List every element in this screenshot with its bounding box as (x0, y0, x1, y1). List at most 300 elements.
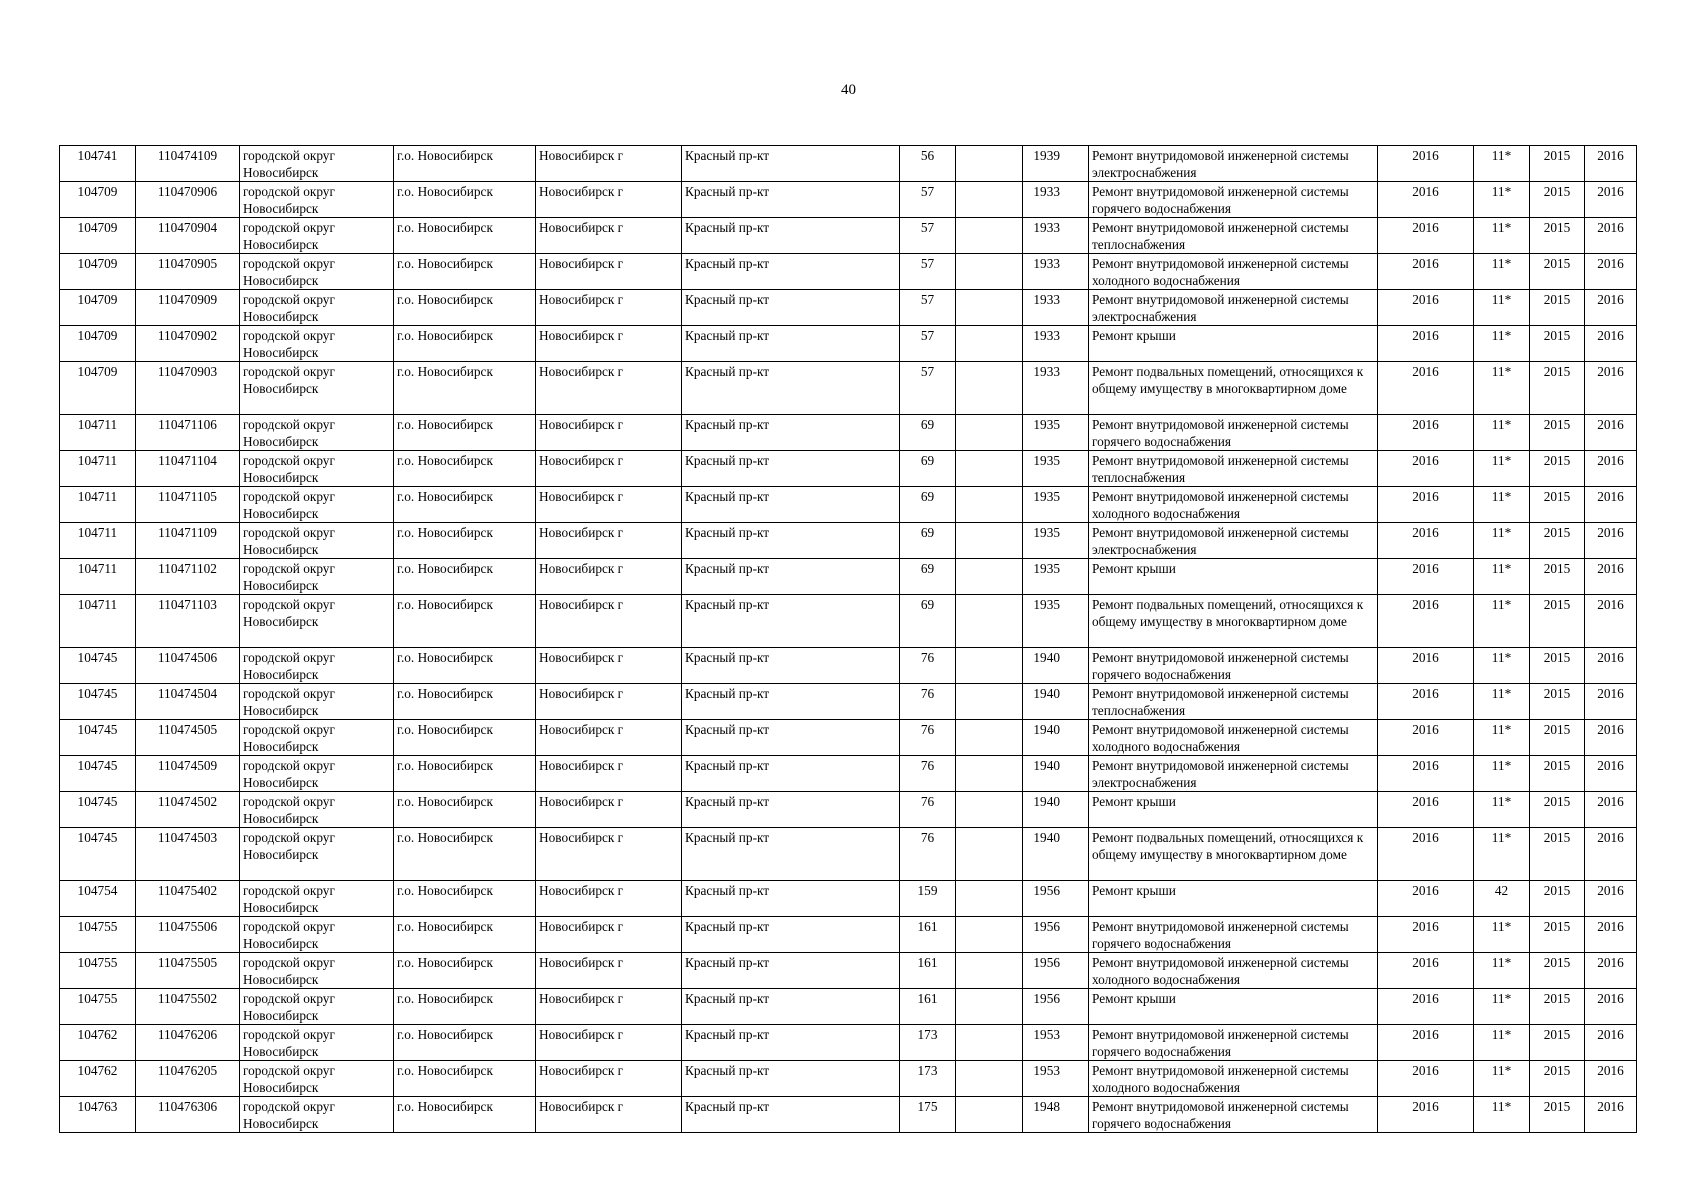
table-row (60, 451, 1637, 487)
cell-house-id: 104745 (60, 828, 136, 881)
cell-house-number: 57 (900, 326, 956, 362)
cell-municipality: городской округ Новосибирск (240, 828, 394, 881)
table-row (60, 953, 1637, 989)
cell-work-id: 110471104 (136, 451, 240, 487)
cell-item-code: 42 (1474, 881, 1530, 917)
cell-plan-year: 2016 (1378, 146, 1474, 182)
cell-plan-year: 2016 (1378, 182, 1474, 218)
cell-work-id: 110475506 (136, 917, 240, 953)
table-row (60, 326, 1637, 362)
cell-plan-year: 2016 (1378, 989, 1474, 1025)
cell-start-year: 2015 (1530, 146, 1585, 182)
cell-house-id: 104709 (60, 254, 136, 290)
cell-locality: Новосибирск г (536, 881, 682, 917)
cell-work-id: 110474509 (136, 756, 240, 792)
cell-end-year: 2016 (1585, 362, 1637, 415)
cell-plan-year: 2016 (1378, 881, 1474, 917)
table-row (60, 487, 1637, 523)
cell-building (956, 451, 1023, 487)
cell-house-number: 69 (900, 415, 956, 451)
cell-settlement: г.о. Новосибирск (394, 792, 536, 828)
cell-start-year: 2015 (1530, 559, 1585, 595)
cell-start-year: 2015 (1530, 182, 1585, 218)
cell-municipality: городской округ Новосибирск (240, 1097, 394, 1133)
cell-settlement: г.о. Новосибирск (394, 917, 536, 953)
cell-plan-year: 2016 (1378, 648, 1474, 684)
table-row (60, 828, 1637, 881)
cell-street: Красный пр-кт (682, 218, 900, 254)
cell-end-year: 2016 (1585, 559, 1637, 595)
cell-year-built: 1956 (1023, 881, 1089, 917)
cell-building (956, 1097, 1023, 1133)
cell-municipality: городской округ Новосибирск (240, 881, 394, 917)
cell-house-number: 161 (900, 953, 956, 989)
cell-municipality: городской округ Новосибирск (240, 595, 394, 648)
cell-locality: Новосибирск г (536, 595, 682, 648)
cell-street: Красный пр-кт (682, 254, 900, 290)
cell-street: Красный пр-кт (682, 953, 900, 989)
cell-street: Красный пр-кт (682, 828, 900, 881)
cell-plan-year: 2016 (1378, 362, 1474, 415)
cell-street: Красный пр-кт (682, 684, 900, 720)
cell-work-type: Ремонт внутридомовой инженерной системы горячего водоснабжения (1089, 1097, 1378, 1133)
cell-end-year: 2016 (1585, 792, 1637, 828)
cell-start-year: 2015 (1530, 487, 1585, 523)
cell-year-built: 1940 (1023, 828, 1089, 881)
cell-building (956, 684, 1023, 720)
cell-house-number: 69 (900, 451, 956, 487)
cell-municipality: городской округ Новосибирск (240, 254, 394, 290)
cell-house-number: 69 (900, 595, 956, 648)
cell-locality: Новосибирск г (536, 146, 682, 182)
cell-item-code: 11* (1474, 182, 1530, 218)
cell-municipality: городской округ Новосибирск (240, 684, 394, 720)
cell-work-type: Ремонт внутридомовой инженерной системы горячего водоснабжения (1089, 917, 1378, 953)
cell-year-built: 1940 (1023, 648, 1089, 684)
cell-municipality: городской округ Новосибирск (240, 487, 394, 523)
cell-year-built: 1953 (1023, 1025, 1089, 1061)
cell-settlement: г.о. Новосибирск (394, 684, 536, 720)
cell-work-id: 110470904 (136, 218, 240, 254)
cell-year-built: 1948 (1023, 1097, 1089, 1133)
cell-locality: Новосибирск г (536, 684, 682, 720)
cell-house-id: 104745 (60, 684, 136, 720)
cell-plan-year: 2016 (1378, 254, 1474, 290)
cell-house-number: 159 (900, 881, 956, 917)
cell-start-year: 2015 (1530, 953, 1585, 989)
cell-municipality: городской округ Новосибирск (240, 648, 394, 684)
cell-item-code: 11* (1474, 451, 1530, 487)
cell-work-id: 110475402 (136, 881, 240, 917)
table-row (60, 146, 1637, 182)
cell-work-type: Ремонт внутридомовой инженерной системы теплоснабжения (1089, 451, 1378, 487)
cell-house-id: 104709 (60, 290, 136, 326)
cell-street: Красный пр-кт (682, 146, 900, 182)
cell-work-type: Ремонт внутридомовой инженерной системы теплоснабжения (1089, 218, 1378, 254)
cell-year-built: 1956 (1023, 917, 1089, 953)
cell-house-number: 57 (900, 182, 956, 218)
cell-building (956, 1061, 1023, 1097)
cell-end-year: 2016 (1585, 218, 1637, 254)
table-row (60, 989, 1637, 1025)
cell-plan-year: 2016 (1378, 326, 1474, 362)
cell-work-type: Ремонт внутридомовой инженерной системы горячего водоснабжения (1089, 648, 1378, 684)
cell-house-number: 76 (900, 684, 956, 720)
cell-year-built: 1933 (1023, 218, 1089, 254)
cell-end-year: 2016 (1585, 1061, 1637, 1097)
cell-plan-year: 2016 (1378, 917, 1474, 953)
cell-house-id: 104711 (60, 487, 136, 523)
cell-settlement: г.о. Новосибирск (394, 595, 536, 648)
cell-item-code: 11* (1474, 648, 1530, 684)
cell-settlement: г.о. Новосибирск (394, 828, 536, 881)
cell-work-type: Ремонт внутридомовой инженерной системы электроснабжения (1089, 523, 1378, 559)
cell-plan-year: 2016 (1378, 451, 1474, 487)
cell-locality: Новосибирск г (536, 326, 682, 362)
cell-item-code: 11* (1474, 989, 1530, 1025)
cell-end-year: 2016 (1585, 1025, 1637, 1061)
cell-item-code: 11* (1474, 487, 1530, 523)
cell-settlement: г.о. Новосибирск (394, 881, 536, 917)
table-row (60, 720, 1637, 756)
cell-item-code: 11* (1474, 290, 1530, 326)
cell-work-type: Ремонт крыши (1089, 989, 1378, 1025)
cell-house-id: 104711 (60, 523, 136, 559)
cell-work-type: Ремонт крыши (1089, 881, 1378, 917)
cell-item-code: 11* (1474, 362, 1530, 415)
cell-house-number: 76 (900, 828, 956, 881)
cell-work-id: 110474505 (136, 720, 240, 756)
cell-house-number: 57 (900, 290, 956, 326)
cell-start-year: 2015 (1530, 792, 1585, 828)
cell-work-type: Ремонт внутридомовой инженерной системы горячего водоснабжения (1089, 415, 1378, 451)
cell-year-built: 1933 (1023, 326, 1089, 362)
cell-street: Красный пр-кт (682, 523, 900, 559)
cell-settlement: г.о. Новосибирск (394, 290, 536, 326)
cell-municipality: городской округ Новосибирск (240, 1025, 394, 1061)
cell-year-built: 1940 (1023, 720, 1089, 756)
cell-work-type: Ремонт крыши (1089, 792, 1378, 828)
cell-building (956, 523, 1023, 559)
cell-house-id: 104711 (60, 559, 136, 595)
cell-locality: Новосибирск г (536, 953, 682, 989)
cell-plan-year: 2016 (1378, 756, 1474, 792)
cell-year-built: 1935 (1023, 415, 1089, 451)
cell-building (956, 720, 1023, 756)
cell-item-code: 11* (1474, 917, 1530, 953)
cell-locality: Новосибирск г (536, 720, 682, 756)
cell-locality: Новосибирск г (536, 523, 682, 559)
cell-plan-year: 2016 (1378, 1061, 1474, 1097)
cell-work-id: 110476306 (136, 1097, 240, 1133)
cell-house-id: 104754 (60, 881, 136, 917)
cell-municipality: городской округ Новосибирск (240, 362, 394, 415)
cell-year-built: 1935 (1023, 451, 1089, 487)
cell-house-id: 104711 (60, 415, 136, 451)
table-row (60, 559, 1637, 595)
cell-settlement: г.о. Новосибирск (394, 487, 536, 523)
cell-start-year: 2015 (1530, 684, 1585, 720)
cell-house-number: 69 (900, 523, 956, 559)
cell-end-year: 2016 (1585, 989, 1637, 1025)
cell-work-id: 110474504 (136, 684, 240, 720)
cell-house-id: 104711 (60, 451, 136, 487)
cell-house-id: 104709 (60, 326, 136, 362)
cell-plan-year: 2016 (1378, 595, 1474, 648)
cell-item-code: 11* (1474, 218, 1530, 254)
cell-work-type: Ремонт внутридомовой инженерной системы электроснабжения (1089, 756, 1378, 792)
cell-building (956, 648, 1023, 684)
cell-work-type: Ремонт внутридомовой инженерной системы холодного водоснабжения (1089, 254, 1378, 290)
cell-house-id: 104709 (60, 362, 136, 415)
cell-locality: Новосибирск г (536, 756, 682, 792)
cell-work-type: Ремонт внутридомовой инженерной системы холодного водоснабжения (1089, 487, 1378, 523)
cell-building (956, 881, 1023, 917)
cell-year-built: 1939 (1023, 146, 1089, 182)
cell-end-year: 2016 (1585, 146, 1637, 182)
cell-building (956, 917, 1023, 953)
cell-building (956, 254, 1023, 290)
cell-end-year: 2016 (1585, 828, 1637, 881)
cell-street: Красный пр-кт (682, 1097, 900, 1133)
cell-street: Красный пр-кт (682, 559, 900, 595)
cell-house-id: 104745 (60, 720, 136, 756)
cell-locality: Новосибирск г (536, 989, 682, 1025)
cell-street: Красный пр-кт (682, 648, 900, 684)
cell-work-type: Ремонт внутридомовой инженерной системы теплоснабжения (1089, 684, 1378, 720)
cell-start-year: 2015 (1530, 756, 1585, 792)
cell-plan-year: 2016 (1378, 953, 1474, 989)
cell-plan-year: 2016 (1378, 218, 1474, 254)
cell-street: Красный пр-кт (682, 756, 900, 792)
cell-settlement: г.о. Новосибирск (394, 648, 536, 684)
cell-locality: Новосибирск г (536, 1025, 682, 1061)
cell-year-built: 1956 (1023, 953, 1089, 989)
cell-plan-year: 2016 (1378, 559, 1474, 595)
cell-municipality: городской округ Новосибирск (240, 756, 394, 792)
cell-municipality: городской округ Новосибирск (240, 451, 394, 487)
cell-settlement: г.о. Новосибирск (394, 451, 536, 487)
cell-work-id: 110471102 (136, 559, 240, 595)
table-row (60, 290, 1637, 326)
cell-locality: Новосибирск г (536, 917, 682, 953)
table-row (60, 218, 1637, 254)
cell-item-code: 11* (1474, 720, 1530, 756)
cell-end-year: 2016 (1585, 648, 1637, 684)
cell-year-built: 1953 (1023, 1061, 1089, 1097)
cell-work-type: Ремонт внутридомовой инженерной системы холодного водоснабжения (1089, 953, 1378, 989)
cell-house-number: 69 (900, 559, 956, 595)
cell-work-id: 110476206 (136, 1025, 240, 1061)
cell-end-year: 2016 (1585, 451, 1637, 487)
table-row (60, 648, 1637, 684)
cell-building (956, 290, 1023, 326)
cell-building (956, 756, 1023, 792)
cell-start-year: 2015 (1530, 881, 1585, 917)
table-row (60, 792, 1637, 828)
cell-municipality: городской округ Новосибирск (240, 326, 394, 362)
cell-street: Красный пр-кт (682, 415, 900, 451)
cell-settlement: г.о. Новосибирск (394, 1025, 536, 1061)
cell-work-id: 110471106 (136, 415, 240, 451)
cell-work-type: Ремонт подвальных помещений, относящихся к общему имуществу в многоквартирном доме (1089, 362, 1378, 415)
cell-item-code: 11* (1474, 1025, 1530, 1061)
cell-locality: Новосибирск г (536, 487, 682, 523)
cell-building (956, 595, 1023, 648)
cell-street: Красный пр-кт (682, 989, 900, 1025)
cell-year-built: 1940 (1023, 684, 1089, 720)
cell-work-id: 110474506 (136, 648, 240, 684)
cell-start-year: 2015 (1530, 720, 1585, 756)
cell-building (956, 1025, 1023, 1061)
table-row (60, 756, 1637, 792)
table-row (60, 415, 1637, 451)
cell-item-code: 11* (1474, 1097, 1530, 1133)
cell-work-type: Ремонт внутридомовой инженерной системы холодного водоснабжения (1089, 1061, 1378, 1097)
cell-plan-year: 2016 (1378, 290, 1474, 326)
cell-settlement: г.о. Новосибирск (394, 326, 536, 362)
cell-item-code: 11* (1474, 953, 1530, 989)
cell-municipality: городской округ Новосибирск (240, 953, 394, 989)
cell-house-id: 104763 (60, 1097, 136, 1133)
cell-settlement: г.о. Новосибирск (394, 1061, 536, 1097)
cell-house-number: 173 (900, 1061, 956, 1097)
cell-item-code: 11* (1474, 756, 1530, 792)
cell-street: Красный пр-кт (682, 326, 900, 362)
cell-item-code: 11* (1474, 792, 1530, 828)
cell-work-id: 110471105 (136, 487, 240, 523)
cell-end-year: 2016 (1585, 415, 1637, 451)
table-row (60, 182, 1637, 218)
cell-item-code: 11* (1474, 559, 1530, 595)
cell-settlement: г.о. Новосибирск (394, 756, 536, 792)
cell-start-year: 2015 (1530, 290, 1585, 326)
cell-end-year: 2016 (1585, 953, 1637, 989)
cell-house-number: 76 (900, 792, 956, 828)
cell-street: Красный пр-кт (682, 1025, 900, 1061)
cell-street: Красный пр-кт (682, 792, 900, 828)
cell-street: Красный пр-кт (682, 720, 900, 756)
cell-street: Красный пр-кт (682, 290, 900, 326)
cell-house-number: 56 (900, 146, 956, 182)
cell-work-id: 110470905 (136, 254, 240, 290)
cell-settlement: г.о. Новосибирск (394, 989, 536, 1025)
cell-item-code: 11* (1474, 1061, 1530, 1097)
cell-item-code: 11* (1474, 684, 1530, 720)
cell-house-id: 104755 (60, 917, 136, 953)
cell-work-type: Ремонт крыши (1089, 326, 1378, 362)
cell-house-number: 69 (900, 487, 956, 523)
cell-house-id: 104711 (60, 595, 136, 648)
cell-settlement: г.о. Новосибирск (394, 182, 536, 218)
cell-start-year: 2015 (1530, 415, 1585, 451)
cell-settlement: г.о. Новосибирск (394, 146, 536, 182)
cell-locality: Новосибирск г (536, 362, 682, 415)
cell-settlement: г.о. Новосибирск (394, 218, 536, 254)
cell-municipality: городской округ Новосибирск (240, 218, 394, 254)
cell-house-id: 104762 (60, 1061, 136, 1097)
cell-municipality: городской округ Новосибирск (240, 1061, 394, 1097)
cell-end-year: 2016 (1585, 290, 1637, 326)
cell-item-code: 11* (1474, 146, 1530, 182)
cell-work-type: Ремонт подвальных помещений, относящихся к общему имуществу в многоквартирном доме (1089, 595, 1378, 648)
cell-house-id: 104709 (60, 182, 136, 218)
cell-street: Красный пр-кт (682, 881, 900, 917)
cell-work-id: 110470906 (136, 182, 240, 218)
cell-settlement: г.о. Новосибирск (394, 415, 536, 451)
table-row (60, 595, 1637, 648)
cell-end-year: 2016 (1585, 756, 1637, 792)
cell-work-id: 110476205 (136, 1061, 240, 1097)
cell-house-id: 104745 (60, 756, 136, 792)
cell-work-type: Ремонт внутридомовой инженерной системы электроснабжения (1089, 290, 1378, 326)
cell-street: Красный пр-кт (682, 487, 900, 523)
cell-locality: Новосибирск г (536, 415, 682, 451)
cell-building (956, 487, 1023, 523)
table-row (60, 1061, 1637, 1097)
cell-house-number: 57 (900, 218, 956, 254)
cell-house-id: 104755 (60, 989, 136, 1025)
cell-building (956, 182, 1023, 218)
cell-house-id: 104755 (60, 953, 136, 989)
cell-locality: Новосибирск г (536, 1061, 682, 1097)
table-row (60, 1097, 1637, 1133)
cell-end-year: 2016 (1585, 523, 1637, 559)
cell-street: Красный пр-кт (682, 917, 900, 953)
cell-start-year: 2015 (1530, 989, 1585, 1025)
cell-house-number: 57 (900, 362, 956, 415)
cell-house-id: 104745 (60, 792, 136, 828)
cell-work-type: Ремонт подвальных помещений, относящихся к общему имуществу в многоквартирном доме (1089, 828, 1378, 881)
cell-start-year: 2015 (1530, 595, 1585, 648)
cell-item-code: 11* (1474, 326, 1530, 362)
cell-start-year: 2015 (1530, 254, 1585, 290)
cell-start-year: 2015 (1530, 523, 1585, 559)
cell-building (956, 362, 1023, 415)
cell-house-number: 76 (900, 648, 956, 684)
cell-plan-year: 2016 (1378, 487, 1474, 523)
cell-settlement: г.о. Новосибирск (394, 254, 536, 290)
cell-locality: Новосибирск г (536, 792, 682, 828)
cell-settlement: г.о. Новосибирск (394, 953, 536, 989)
cell-item-code: 11* (1474, 595, 1530, 648)
cell-year-built: 1933 (1023, 182, 1089, 218)
cell-municipality: городской округ Новосибирск (240, 989, 394, 1025)
cell-building (956, 559, 1023, 595)
cell-work-id: 110474109 (136, 146, 240, 182)
cell-settlement: г.о. Новосибирск (394, 559, 536, 595)
cell-house-id: 104762 (60, 1025, 136, 1061)
cell-municipality: городской округ Новосибирск (240, 146, 394, 182)
table-row (60, 917, 1637, 953)
cell-plan-year: 2016 (1378, 792, 1474, 828)
table-row (60, 254, 1637, 290)
cell-work-id: 110474503 (136, 828, 240, 881)
cell-work-type: Ремонт внутридомовой инженерной системы холодного водоснабжения (1089, 720, 1378, 756)
cell-year-built: 1940 (1023, 792, 1089, 828)
cell-locality: Новосибирск г (536, 254, 682, 290)
cell-house-number: 76 (900, 756, 956, 792)
cell-street: Красный пр-кт (682, 595, 900, 648)
cell-municipality: городской округ Новосибирск (240, 792, 394, 828)
cell-plan-year: 2016 (1378, 1097, 1474, 1133)
cell-street: Красный пр-кт (682, 451, 900, 487)
cell-building (956, 828, 1023, 881)
works-table (59, 145, 1637, 1133)
table-row (60, 523, 1637, 559)
cell-work-type: Ремонт внутридомовой инженерной системы горячего водоснабжения (1089, 182, 1378, 218)
cell-municipality: городской округ Новосибирск (240, 290, 394, 326)
